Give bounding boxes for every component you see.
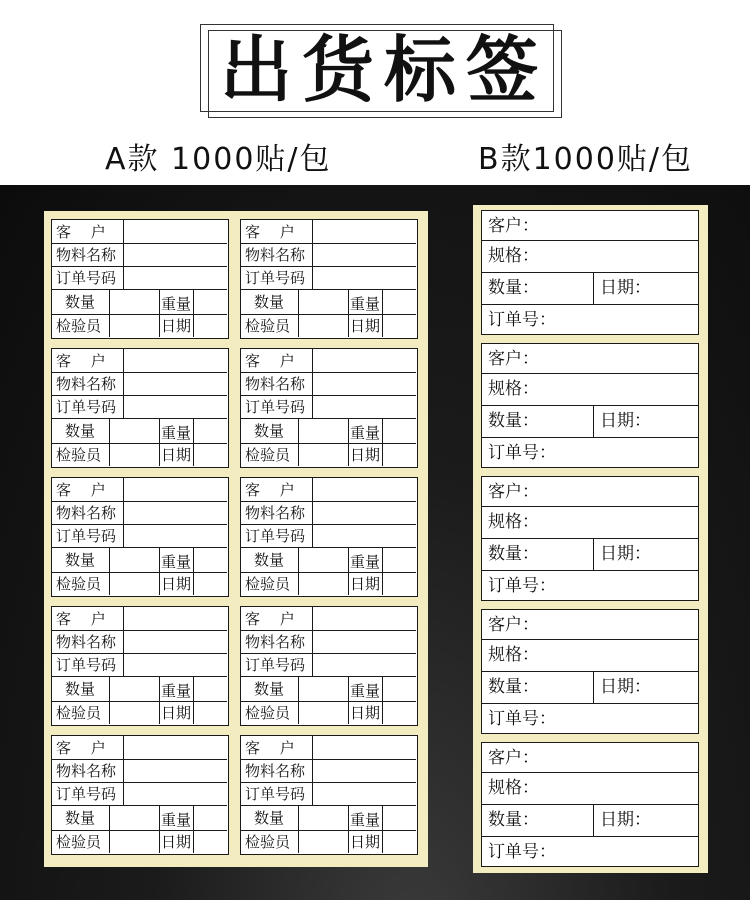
customer-label: 客户：	[488, 216, 539, 236]
cell	[124, 478, 227, 502]
label-a	[240, 477, 418, 597]
quantity-label: 数量：	[488, 411, 539, 431]
row-divider	[482, 836, 698, 837]
date-label: 日期	[350, 575, 381, 593]
cell	[299, 419, 349, 444]
material-label: 物料名称	[245, 246, 306, 264]
row-divider	[482, 772, 698, 773]
quantity-label: 数量	[254, 293, 285, 311]
date-label: 日期	[350, 704, 381, 722]
customer-label: 客 户	[56, 352, 106, 370]
weight-label: 重量	[161, 553, 192, 571]
cell	[299, 702, 349, 724]
column-divider	[593, 272, 594, 304]
order-label: 订单号码	[56, 269, 117, 287]
cell	[299, 444, 349, 466]
quantity-label: 数量：	[488, 278, 539, 298]
order-label: 订单号码	[56, 785, 117, 803]
date-label: 日期	[161, 317, 192, 335]
row-divider	[482, 405, 698, 406]
weight-label: 重量	[350, 811, 381, 829]
order-label: 订单号码	[56, 527, 117, 545]
material-label: 物料名称	[56, 762, 117, 780]
cell	[299, 290, 349, 315]
cell	[383, 548, 416, 573]
quantity-label: 数量	[65, 293, 96, 311]
cell	[110, 444, 160, 466]
cell	[313, 607, 416, 631]
label-b	[481, 343, 699, 468]
order-label: 订单号：	[488, 576, 556, 596]
cell	[313, 244, 416, 267]
row-divider	[482, 304, 698, 305]
weight-label: 重量	[350, 553, 381, 571]
cell	[194, 290, 227, 315]
material-label: 物料名称	[56, 633, 117, 651]
spec-label: 规格：	[488, 512, 539, 532]
material-label: 物料名称	[56, 246, 117, 264]
inspector-label: 检验员	[245, 704, 291, 722]
cell	[110, 702, 160, 724]
material-label: 物料名称	[245, 633, 306, 651]
cell	[299, 548, 349, 573]
inspector-label: 检验员	[56, 317, 102, 335]
row-divider	[482, 272, 698, 273]
customer-label: 客 户	[56, 223, 106, 241]
customer-label: 客 户	[56, 739, 106, 757]
material-label: 物料名称	[56, 375, 117, 393]
label-b	[481, 476, 699, 601]
cell	[299, 315, 349, 337]
customer-label: 客 户	[245, 223, 295, 241]
weight-label: 重量	[161, 424, 192, 442]
cell	[313, 267, 416, 290]
date-label: 日期：	[600, 544, 651, 564]
cell	[124, 373, 227, 396]
inspector-label: 检验员	[245, 446, 291, 464]
cell	[110, 806, 160, 831]
material-label: 物料名称	[245, 375, 306, 393]
spec-label: 规格：	[488, 778, 539, 798]
cell	[313, 373, 416, 396]
label-a	[240, 348, 418, 468]
customer-label: 客户：	[488, 349, 539, 369]
quantity-label: 数量	[254, 551, 285, 569]
cell	[299, 573, 349, 595]
weight-label: 重量	[350, 424, 381, 442]
cell	[383, 419, 416, 444]
column-divider	[593, 405, 594, 437]
material-label: 物料名称	[245, 504, 306, 522]
label-a	[51, 477, 229, 597]
cell	[299, 806, 349, 831]
cell	[110, 315, 160, 337]
date-label: 日期	[161, 704, 192, 722]
cell	[124, 349, 227, 373]
quantity-label: 数量	[65, 551, 96, 569]
variant-b-caption: B款1000贴/包	[478, 142, 694, 177]
quantity-label: 数量	[254, 680, 285, 698]
date-label: 日期：	[600, 411, 651, 431]
date-label: 日期	[350, 317, 381, 335]
date-label: 日期：	[600, 278, 651, 298]
order-label: 订单号：	[488, 709, 556, 729]
spec-label: 规格：	[488, 379, 539, 399]
cell	[124, 525, 227, 548]
date-label: 日期：	[600, 677, 651, 697]
row-divider	[482, 373, 698, 374]
inspector-label: 检验员	[56, 833, 102, 851]
order-label: 订单号：	[488, 842, 556, 862]
cell	[313, 631, 416, 654]
date-label: 日期	[161, 833, 192, 851]
weight-label: 重量	[161, 811, 192, 829]
quantity-label: 数量	[65, 680, 96, 698]
cell	[313, 478, 416, 502]
material-label: 物料名称	[245, 762, 306, 780]
inspector-label: 检验员	[245, 833, 291, 851]
cell	[124, 760, 227, 783]
cell	[313, 349, 416, 373]
order-label: 订单号：	[488, 443, 556, 463]
cell	[194, 806, 227, 831]
quantity-label: 数量：	[488, 810, 539, 830]
row-divider	[482, 804, 698, 805]
cell	[110, 548, 160, 573]
date-label: 日期	[350, 833, 381, 851]
cell	[313, 783, 416, 806]
inspector-label: 检验员	[245, 575, 291, 593]
spec-label: 规格：	[488, 246, 539, 266]
row-divider	[482, 240, 698, 241]
cell	[124, 631, 227, 654]
cell	[124, 396, 227, 419]
label-a	[240, 219, 418, 339]
column-divider	[593, 804, 594, 836]
date-label: 日期	[161, 446, 192, 464]
label-a	[51, 348, 229, 468]
order-label: 订单号码	[245, 527, 306, 545]
cell	[313, 760, 416, 783]
order-label: 订单号码	[245, 656, 306, 674]
customer-label: 客 户	[245, 352, 295, 370]
cell	[124, 607, 227, 631]
order-label: 订单号码	[245, 398, 306, 416]
cell	[313, 736, 416, 760]
cell	[194, 419, 227, 444]
label-a	[51, 606, 229, 726]
cell	[299, 677, 349, 702]
order-label: 订单号码	[56, 656, 117, 674]
cell	[313, 502, 416, 525]
cell	[313, 220, 416, 244]
cell	[383, 677, 416, 702]
label-a	[240, 735, 418, 855]
row-divider	[482, 437, 698, 438]
weight-label: 重量	[161, 682, 192, 700]
header-area	[0, 0, 750, 185]
cell	[194, 548, 227, 573]
label-b	[481, 609, 699, 734]
column-divider	[593, 538, 594, 570]
cell	[383, 290, 416, 315]
material-label: 物料名称	[56, 504, 117, 522]
label-a	[51, 735, 229, 855]
customer-label: 客 户	[56, 610, 106, 628]
order-label: 订单号码	[245, 269, 306, 287]
cell	[110, 677, 160, 702]
variant-a-caption: A款 1000贴/包	[105, 142, 332, 177]
inspector-label: 检验员	[245, 317, 291, 335]
inspector-label: 检验员	[56, 575, 102, 593]
cell	[313, 525, 416, 548]
label-a	[51, 219, 229, 339]
cell	[124, 502, 227, 525]
inspector-label: 检验员	[56, 446, 102, 464]
date-label: 日期	[161, 575, 192, 593]
cell	[110, 419, 160, 444]
cell	[110, 573, 160, 595]
cell	[299, 831, 349, 853]
cell	[383, 806, 416, 831]
cell	[124, 267, 227, 290]
customer-label: 客户：	[488, 615, 539, 635]
title-frame	[200, 24, 560, 116]
sticker-sheet-a	[44, 211, 428, 867]
column-divider	[593, 671, 594, 703]
customer-label: 客 户	[245, 610, 295, 628]
cell	[313, 396, 416, 419]
row-divider	[482, 506, 698, 507]
customer-label: 客户：	[488, 482, 539, 502]
quantity-label: 数量：	[488, 544, 539, 564]
cell	[110, 831, 160, 853]
row-divider	[482, 671, 698, 672]
quantity-label: 数量	[65, 422, 96, 440]
cell	[313, 654, 416, 677]
order-label: 订单号：	[488, 310, 556, 330]
weight-label: 重量	[350, 295, 381, 313]
page-title: 出货标签	[219, 28, 548, 112]
quantity-label: 数量	[254, 422, 285, 440]
cell	[110, 290, 160, 315]
weight-label: 重量	[161, 295, 192, 313]
cell	[124, 220, 227, 244]
row-divider	[482, 538, 698, 539]
row-divider	[482, 703, 698, 704]
quantity-label: 数量	[65, 809, 96, 827]
cell	[124, 244, 227, 267]
label-a	[240, 606, 418, 726]
row-divider	[482, 570, 698, 571]
customer-label: 客 户	[56, 481, 106, 499]
sticker-sheet-b	[473, 205, 708, 873]
weight-label: 重量	[350, 682, 381, 700]
label-b	[481, 210, 699, 335]
order-label: 订单号码	[245, 785, 306, 803]
customer-label: 客户：	[488, 748, 539, 768]
cell	[124, 654, 227, 677]
date-label: 日期	[350, 446, 381, 464]
spec-label: 规格：	[488, 645, 539, 665]
cell	[194, 677, 227, 702]
quantity-label: 数量：	[488, 677, 539, 697]
cell	[124, 783, 227, 806]
row-divider	[482, 639, 698, 640]
quantity-label: 数量	[254, 809, 285, 827]
order-label: 订单号码	[56, 398, 117, 416]
customer-label: 客 户	[245, 739, 295, 757]
customer-label: 客 户	[245, 481, 295, 499]
date-label: 日期：	[600, 810, 651, 830]
inspector-label: 检验员	[56, 704, 102, 722]
cell	[124, 736, 227, 760]
label-b	[481, 742, 699, 867]
